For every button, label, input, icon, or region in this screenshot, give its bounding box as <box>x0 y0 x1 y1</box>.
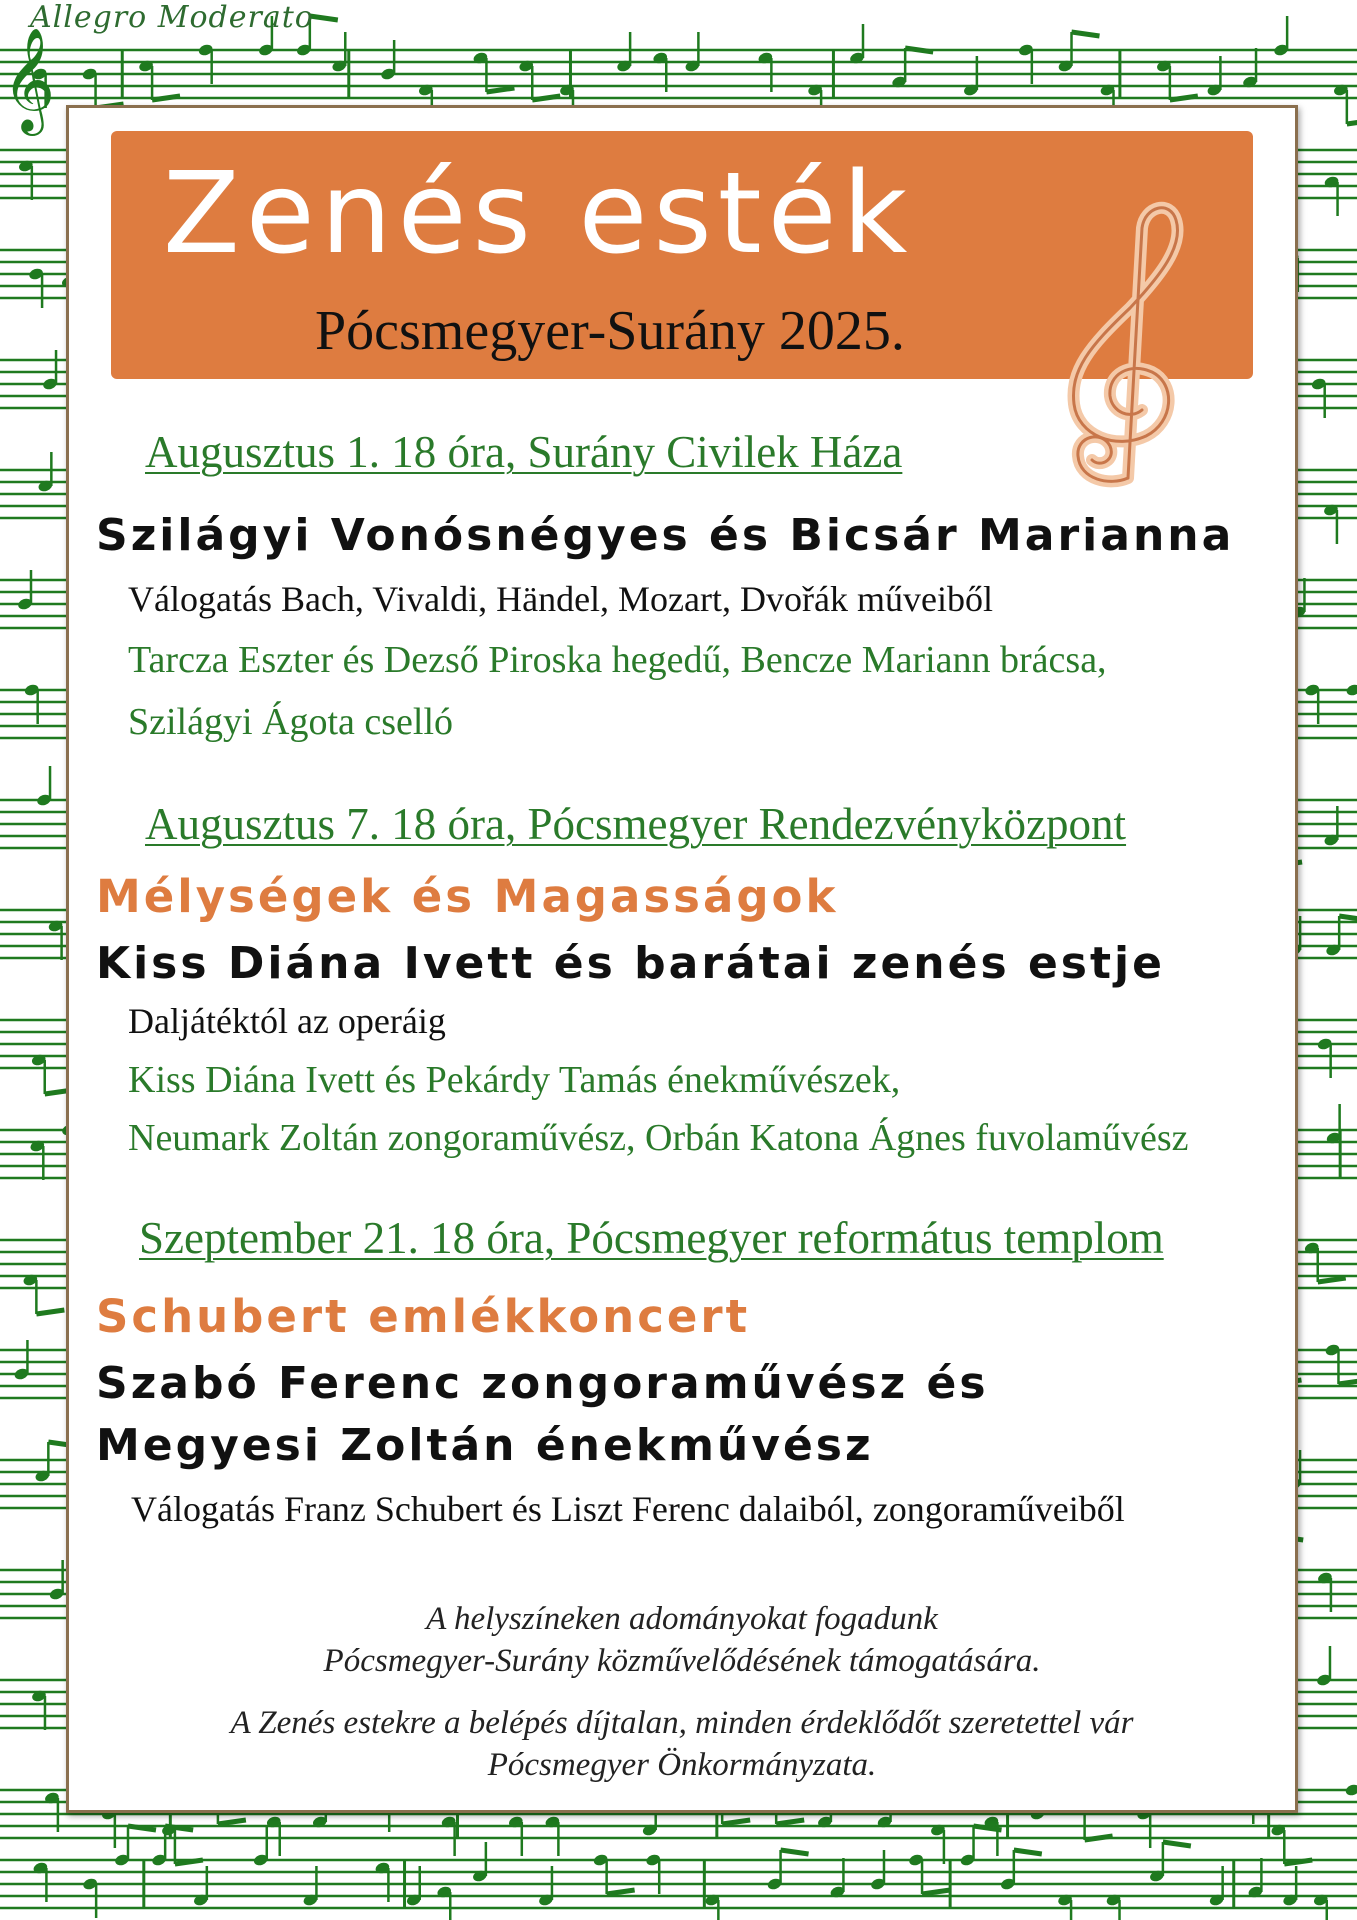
event-1-program: Válogatás Bach, Vivaldi, Händel, Mozart, Dvořák műveiből <box>128 579 993 619</box>
event-1-musicians-line2: Szilágyi Ágota cselló <box>128 701 454 743</box>
donation-note-line1: A helyszíneken adományokat fogadunk <box>426 1601 938 1637</box>
event-3-performers-line1: Szabó Ferenc zongoraművész és <box>96 1358 989 1409</box>
donation-note-line2: Pócsmegyer-Surány közművelődésének támogatására. <box>323 1643 1041 1679</box>
event-2-heading: Augusztus 7. 18 óra, Pócsmegyer Rendezvényközpont <box>145 799 1127 849</box>
svg-text:𝄞: 𝄞 <box>2 27 56 132</box>
event-1-musicians-line1: Tarcza Eszter és Dezső Piroska hegedű, Bencze Mariann brácsa, <box>128 639 1107 681</box>
event-3-performers-line2: Megyesi Zoltán énekművész <box>96 1420 874 1471</box>
event-2-program: Daljátéktól az operáig <box>128 1001 446 1041</box>
event-2-musicians-line1: Kiss Diána Ivett és Pekárdy Tamás énekművészek, <box>128 1059 901 1101</box>
event-3-heading: Szeptember 21. 18 óra, Pócsmegyer református templom <box>139 1213 1164 1263</box>
event-1-heading: Augusztus 1. 18 óra, Surány Civilek Háza <box>145 427 903 477</box>
event-2-musicians-line2: Neumark Zoltán zongoraművész, Orbán Katona Ágnes fuvolaművész <box>128 1117 1189 1159</box>
event-3-title: Schubert emlékkoncert <box>96 1290 751 1343</box>
event-2-title: Mélységek és Magasságok <box>96 870 839 923</box>
event-1-performers: Szilágyi Vonósnégyes és Bicsár Marianna <box>96 510 1235 561</box>
entry-note-line1: A Zenés estekre a belépés díjtalan, minden érdeklődőt szeretettel vár <box>230 1705 1134 1741</box>
event-3-program: Válogatás Franz Schubert és Liszt Ferenc dalaiból, zongoraműveiből <box>131 1489 1125 1529</box>
main-title: Zenés esték <box>163 149 914 279</box>
event-2-performers: Kiss Diána Ivett és barátai zenés estje <box>96 938 1165 989</box>
tempo-marking: Allegro Moderato <box>30 0 314 35</box>
poster-card <box>66 105 1298 1813</box>
subtitle: Pócsmegyer-Surány 2025. <box>315 300 905 362</box>
entry-note-line2: Pócsmegyer Önkormányzata. <box>487 1747 877 1783</box>
treble-clef-icon <box>1050 198 1200 488</box>
